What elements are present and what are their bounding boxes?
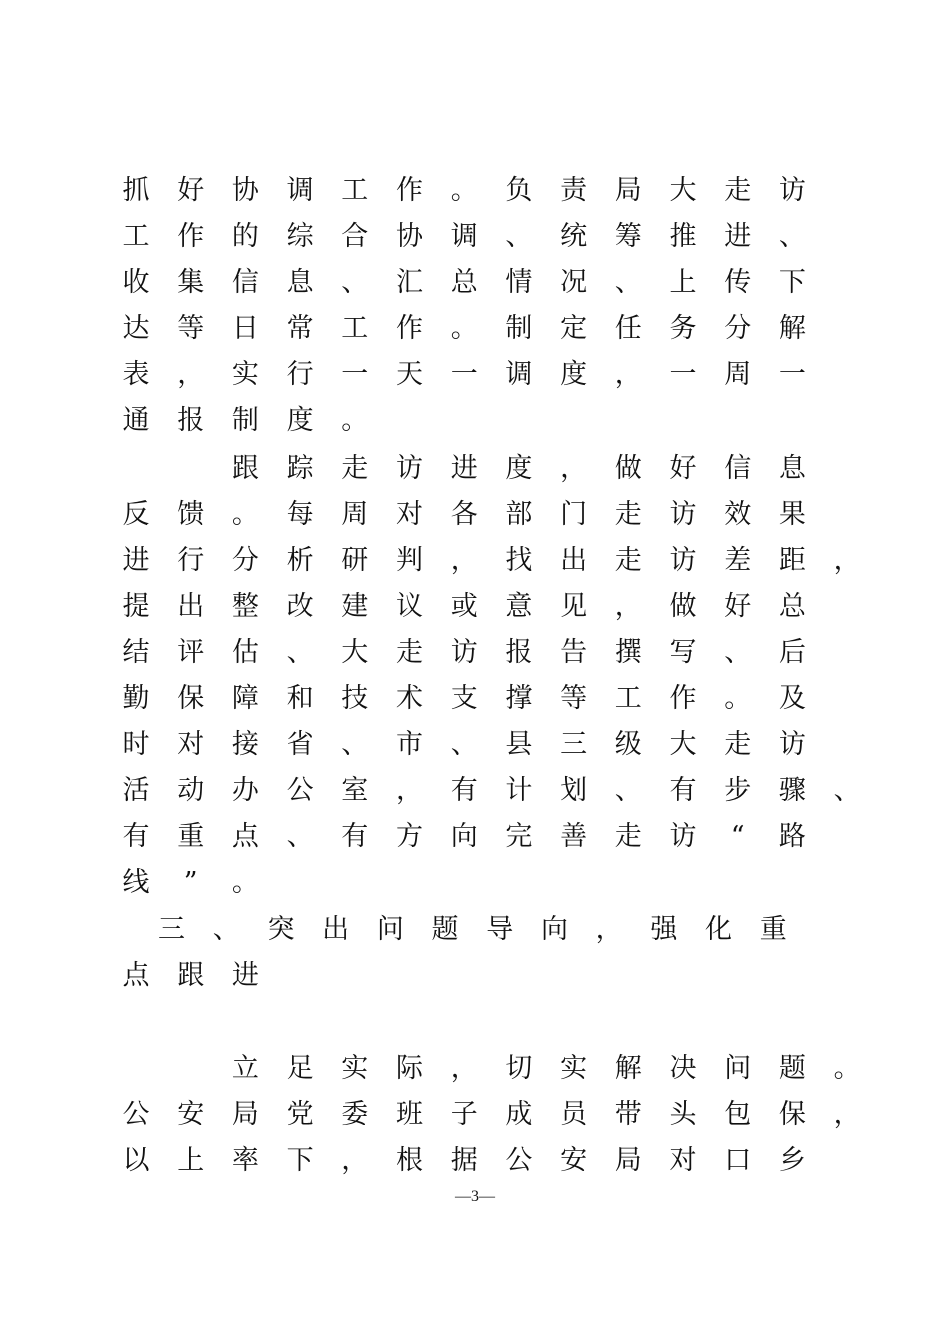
text-line: 抓 好 协 调 工 作 。 负 责 局 大 走 访: [122, 175, 806, 206]
text-line: 工 作 的 综 合 协 调 、 统 筹 推 进 、: [122, 221, 806, 252]
text-line: 表 ， 实 行 一 天 一 调 度 ， 一 周 一: [122, 359, 806, 390]
text-line: 公 安 局 党 委 班 子 成 员 带 头 包 保 ，: [122, 1099, 861, 1130]
text-line: 有 重 点 、 有 方 向 完 善 走 访 “ 路: [122, 821, 806, 852]
text-line: 结 评 估 、 大 走 访 报 告 撰 写 、 后: [122, 637, 806, 668]
text-line: 立 足 实 际 ， 切 实 解 决 问 题 。: [231, 1053, 861, 1084]
text-line: 三 、 突 出 问 题 导 向 ， 强 化 重: [158, 914, 787, 945]
text-line: 进 行 分 析 研 判 ， 找 出 走 访 差 距 ，: [122, 545, 861, 576]
text-line: 跟 踪 走 访 进 度 ， 做 好 信 息: [231, 453, 806, 484]
text-line: 达 等 日 常 工 作 。 制 定 任 务 分 解: [122, 313, 806, 344]
text-line: 收 集 信 息 、 汇 总 情 况 、 上 传 下: [122, 267, 806, 298]
text-line: 反 馈 。 每 周 对 各 部 门 走 访 效 果: [122, 499, 806, 530]
text-line: 以 上 率 下 ， 根 据 公 安 局 对 口 乡: [122, 1145, 806, 1176]
page-number: —3—: [455, 1188, 495, 1205]
text-line: 通 报 制 度 。: [122, 405, 369, 436]
text-line: 线 ” 。: [122, 867, 259, 898]
text-line: 勤 保 障 和 技 术 支 撑 等 工 作 。 及: [122, 683, 806, 714]
text-line: 点 跟 进: [122, 960, 259, 991]
text-line: 时 对 接 省 、 市 、 县 三 级 大 走 访: [122, 729, 806, 760]
text-line: 活 动 办 公 室 ， 有 计 划 、 有 步 骤 、: [122, 775, 861, 806]
text-line: 提 出 整 改 建 议 或 意 见 ， 做 好 总: [122, 591, 806, 622]
